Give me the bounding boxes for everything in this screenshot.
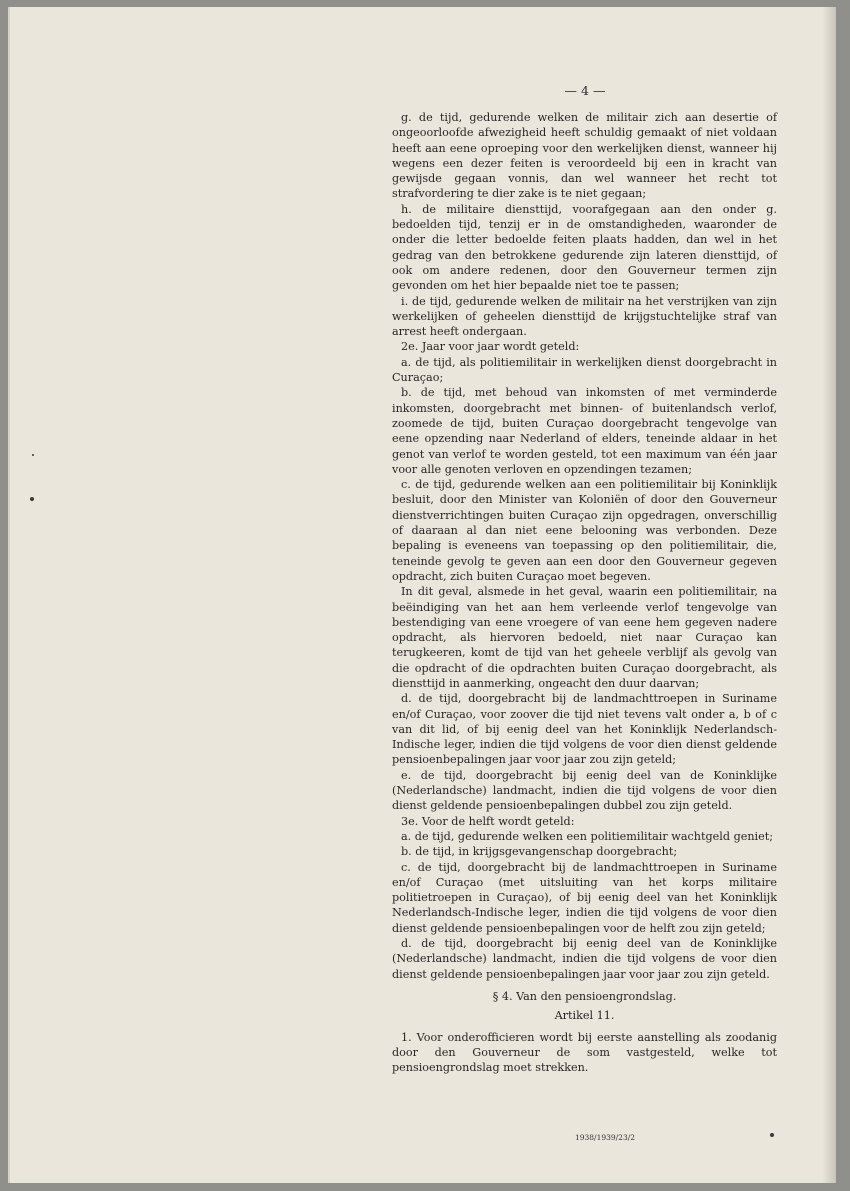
article-paragraph-1: 1. Voor onderofficieren wordt bij eerste aanstelling als zoodanig door den Gouverneur de som vastgesteld, welke tot pensioengrondslag moet strekken.: [392, 1030, 777, 1075]
ink-speck: [32, 454, 34, 456]
footer-code: 1938/1939/23/2: [574, 1133, 636, 1142]
paragraph-3e-a: a. de tijd, gedurende welken een politiemilitair wachtgeld geniet;: [401, 829, 774, 843]
page-edge-shadow: [822, 7, 836, 1183]
paragraph-3e-b: b. de tijd, in krijgsgevangenschap doorgebracht;: [401, 845, 678, 859]
paragraph-2e: 2e. Jaar voor jaar wordt geteld:: [401, 340, 580, 354]
paragraph-2e-c: c. de tijd, gedurende welken aan een politiemilitair bij Koninklijk besluit, door den Minister van Koloniën of door den Gouverneur dienstverrichtingen buiten Curaçao zijn opgedragen, onverschillig of daaraan al dan niet eene belooning was verbonden. Deze bepaling is eveneens van toepassing op den politiemilitair, die, teneinde gevolg te geven aan een door den Gouverneur gegeven opdracht, zich buiten Curaçao moet begeven.: [392, 478, 777, 583]
paragraph-2e-e: e. de tijd, doorgebracht bij eenig deel van de Koninklijke (Nederlandsche) landmacht, indien die tijd volgens de voor dien dienst geldende pensioenbepalingen dubbel zou zijn geteld.: [392, 768, 777, 813]
paragraph-i: i. de tijd, gedurende welken de militair na het verstrijken van zijn werkelijken of geheelen diensttijd de krijgstuchtelijke straf van arrest heeft ondergaan.: [392, 294, 777, 339]
document-body: [392, 110, 777, 1075]
paragraph-2e-c-continued: In dit geval, alsmede in het geval, waarin een politiemilitair, na beëindiging van het aan hem verleende verlof tengevolge van bestendiging van eene vroegere of van eene hem gegeven nadere opdracht, als hiervoren bedoeld, niet naar Curaçao kan terugkeeren, komt de tijd van het geheele verblijf als gevolg van die opdracht of die opdrachten buiten Curaçao doorgebracht, als diensttijd in aanmerking, ongeacht den duur daarvan;: [392, 585, 777, 690]
paragraph-3e: 3e. Voor de helft wordt geteld:: [401, 814, 575, 828]
paragraph-2e-d: d. de tijd, doorgebracht bij de landmachttroepen in Suriname en/of Curaçao, voor zoover die tijd niet tevens valt onder a, b of c van dit lid, of bij eenig deel van het Koninklijk Nederlandsch-Indische leger, indien die tijd volgens de voor dien dienst geldende pensioenbepalingen jaar voor jaar zou zijn geteld;: [392, 692, 777, 767]
paragraph-3e-c: c. de tijd, doorgebracht bij de landmachttroepen in Suriname en/of Curaçao (met uitsluiting van het korps militaire politietroepen in Curaçao), of bij eenig deel van het Koninklijk Nederlandsch-Indische leger, indien die tijd volgens de voor dien dienst geldende pensioenbepalingen voor de helft zou zijn geteld;: [392, 860, 777, 935]
paragraph-3e-d: d. de tijd, doorgebracht bij eenig deel van de Koninklijke (Nederlandsche) landmacht, indien die tijd volgens de voor dien dienst geldende pensioenbepalingen jaar voor jaar zou zijn geteld.: [392, 937, 777, 981]
paragraph-2e-b: b. de tijd, met behoud van inkomsten of met verminderde inkomsten, doorgebracht met binnen- of buitenlandsch verlof, zoomede de tijd, buiten Curaçao doorgebracht tengevolge van eene opzending naar Nederland of elders, teneinde aldaar in het genot van verlof te worden gesteld, tot een maximum van één jaar voor alle genoten verloven en opzendingen tezamen;: [392, 386, 777, 476]
article-heading: Artikel 11.: [554, 1009, 615, 1023]
page-number: — 4 —: [564, 83, 606, 98]
ink-speck: [770, 1133, 774, 1137]
paragraph-2e-a: a. de tijd, als politiemilitair in werkelijken dienst doorgebracht in Curaçao;: [392, 355, 777, 385]
ink-speck: [30, 497, 34, 501]
paragraph-g: g. de tijd, gedurende welken de militair zich aan desertie of ongeoorloofde afwezigheid heeft schuldig gemaakt of niet voldaan heeft aan eene oproeping voor den werkelijken dienst, wanneer hij wegens een dezer feiten is veroordeeld bij een in kracht van gewijsde gegaan vonnis, dan wel wanneer het recht tot strafvordering te dier zake is te niet gegaan;: [392, 111, 777, 201]
section-heading: § 4. Van den pensioengrondslag.: [492, 989, 677, 1003]
paragraph-h: h. de militaire diensttijd, voorafgegaan aan den onder g. bedoelden tijd, tenzij er in de omstandigheden, waaronder de onder die letter bedoelde feiten plaats hadden, dan wel in het gedrag van den betrokkene gedurende zijn lateren diensttijd, of ook om andere redenen, door den Gouverneur termen zijn gevonden om het hier bepaalde niet toe te passen;: [392, 202, 777, 293]
